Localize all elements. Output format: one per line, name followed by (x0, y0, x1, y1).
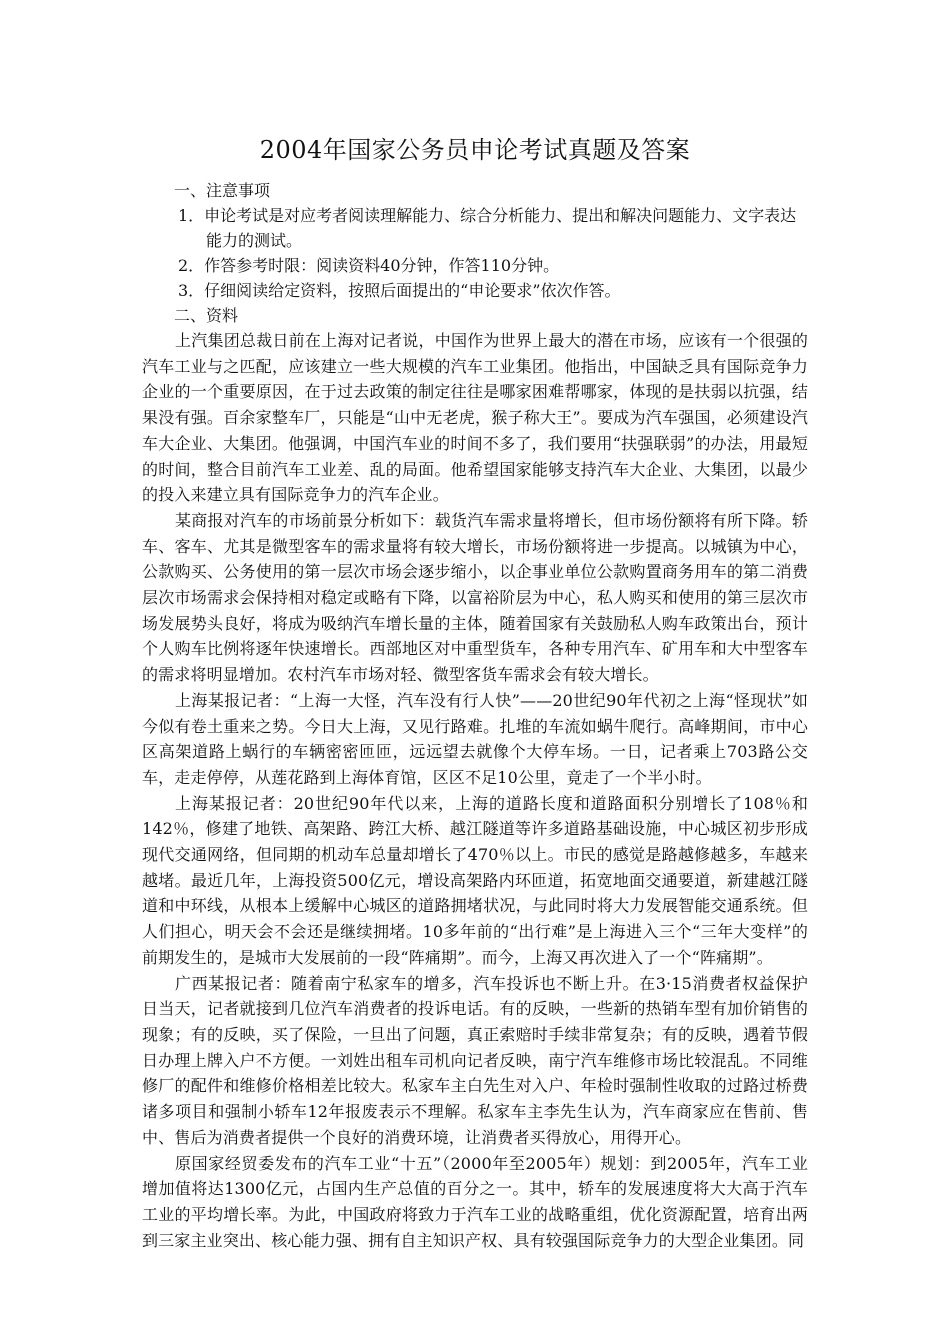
material-paragraph-4: 上海某报记者：20世纪90年代以来，上海的道路长度和道路面积分别增长了108％和142％，修建了地铁、高架路、跨江大桥、越江隧道等许多道路基础设施，中心城区初步形成现代交通网络，但同期的机动车总量却增长了470％以上。市民的感觉是路越修越多，车越来越堵。最近几年，上海投资500亿元，增设高架路内环匝道，拓宽地面交通要道，新建越江隧道和中环线，从根本上缓解中心城区的道路拥堵状况，与此同时将大力发展智能交通系统。但人们担心，明天会不会还是继续拥堵。10多年前的“出行难”是上海进入三个“三年大变样”的前期发生的，是城市大发展前的一段“阵痛期”。而今，上海又再次进入了一个“阵痛期”。 (142, 793, 808, 967)
note-item-1-line1: 1．申论考试是对应考者阅读理解能力、综合分析能力、提出和解决问题能力、文字表达 (178, 206, 797, 225)
note-item-1-line2: 能力的测试。 (206, 231, 303, 250)
note-item-1 (142, 203, 808, 253)
material-paragraph-1: 上汽集团总裁日前在上海对记者说，中国作为世界上最大的潜在市场，应该有一个很强的汽车工业与之匹配，应该建立一些大规模的汽车工业集团。他指出，中国缺乏具有国际竞争力企业的一个重要原因，在于过去政策的制定往往是哪家困难帮哪家，体现的是扶弱以抗强，结果没有强。百余家整车厂，只能是“山中无老虎，猴子称大王”。要成为汽车强国，必须建设汽车大企业、大集团。他强调，中国汽车业的时间不多了，我们要用“扶强联弱”的办法，用最短的时间，整合目前汽车工业差、乱的局面。他希望国家能够支持汽车大企业、大集团，以最少的投入来建立具有国际竞争力的汽车企业。 (142, 331, 808, 505)
notes-heading: 一、注意事项 (174, 181, 271, 200)
material-paragraph-3: 上海某报记者：“上海一大怪，汽车没有行人快”——20世纪90年代初之上海“怪现状”如今似有卷土重来之势。今日大上海，又见行路难。扎堆的车流如蜗牛爬行。高峰期间，市中心区高架道路上蜗行的车辆密密匝匝，远远望去就像个大停车场。一日，记者乘上703路公交车，走走停停，从莲花路到上海体育馆，区区不足10公里，竟走了一个半小时。 (142, 690, 808, 787)
material-paragraph-6: 原国家经贸委发布的汽车工业“十五”（2000年至2005年）规划：到2005年，汽车工业增加值将达1300亿元，占国内生产总值的百分之一。其中，轿车的发展速度将大大高于汽车工业的平均增长率。为此，中国政府将致力于汽车工业的战略重组，优化资源配置，培育出两到三家主业突出、核心能力强、拥有自主知识产权、具有较强国际竞争力的大型企业集团。同 (142, 1153, 808, 1250)
note-item-3: 3．仔细阅读给定资料，按照后面提出的“申论要求”依次作答。 (178, 281, 621, 300)
material-paragraph-5: 广西某报记者：随着南宁私家车的增多，汽车投诉也不断上升。在3·15消费者权益保护日当天，记者就接到几位汽车消费者的投诉电话。有的反映，一些新的热销车型有加价销售的现象；有的反映，买了保险，一旦出了问题，真正索赔时手续非常复杂；有的反映，遇着节假日办理上牌入户不方便。一刘姓出租车司机向记者反映，南宁汽车维修市场比较混乱。不同维修厂的配件和维修价格相差比较大。私家车主白先生对入户、年检时强制性收取的过路过桥费诸多项目和强制小轿车12年报废表示不理解。私家车主李先生认为，汽车商家应在售前、售中、售后为消费者提供一个良好的消费环境，让消费者买得放心，用得开心。 (142, 973, 808, 1147)
materials-heading: 二、资料 (174, 306, 239, 325)
notes-section (142, 178, 808, 328)
material-paragraph-2: 某商报对汽车的市场前景分析如下：载货汽车需求量将增长，但市场份额将有所下降。轿车、客车、尤其是微型客车的需求量将有较大增长，市场份额将进一步提高。以城镇为中心，公款购买、公务使用的第一层次市场会逐步缩小，以企事业单位公款购置商务用车的第二消费层次市场需求会保持相对稳定或略有下降，以富裕阶层为中心，私人购买和使用的第三层次市场发展势头良好，将成为吸纳汽车增长量的主体，随着国家有关鼓励私人购车政策出台，预计个人购车比例将逐年快速增长。西部地区对中重型货车，各种专用汽车、矿用车和大中型客车的需求将明显增加。农村汽车市场对轻、微型客货车需求会有较大增长。 (142, 510, 808, 685)
document-title: 2004年国家公务员申论考试真题及答案 (259, 136, 691, 164)
materials-body (142, 328, 808, 1253)
note-item-2: 2．作答参考时限：阅读资料40分钟，作答110分钟。 (178, 256, 560, 275)
